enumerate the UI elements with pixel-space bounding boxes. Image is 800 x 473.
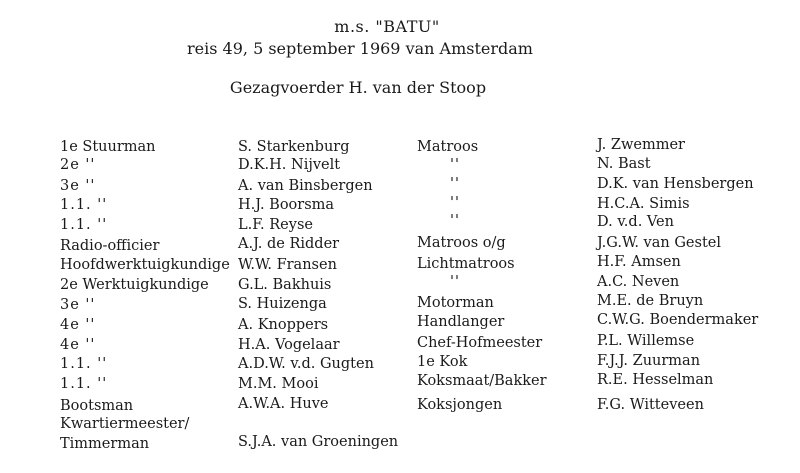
crew-rank: Hoofdwerktuigkundige	[60, 257, 230, 273]
crew-name: S.J.A. van Groeningen	[238, 434, 399, 450]
crew-rank-2: 1e Kok	[417, 354, 468, 370]
crew-rank: 1.1. ''	[60, 356, 108, 372]
crew-name: W.W. Fransen	[238, 257, 337, 273]
crew-name: A. van Binsbergen	[238, 178, 373, 194]
crew-rank-2: ''	[450, 274, 460, 290]
crew-name-2: N. Bast	[597, 156, 651, 172]
crew-name-2: F.G. Witteveen	[597, 397, 704, 413]
crew-rank: 3e ''	[60, 178, 96, 194]
crew-rank: 3e ''	[60, 297, 96, 313]
crew-rank-2: Matroos	[417, 139, 479, 155]
crew-name: H.J. Boorsma	[238, 197, 335, 213]
crew-name-2: M.E. de Bruyn	[597, 293, 704, 309]
crew-rank: 1e Stuurman	[60, 139, 156, 155]
crew-name: A. Knoppers	[238, 317, 329, 333]
crew-rank: 1.1. ''	[60, 217, 108, 233]
crew-name-2: F.J.J. Zuurman	[597, 353, 701, 369]
crew-rank-2: ''	[450, 157, 460, 173]
ship-title: m.s. "BATU"	[334, 17, 440, 36]
crew-rank-2: Koksjongen	[417, 397, 503, 413]
crew-rank: 4e ''	[60, 317, 96, 333]
crew-name: S. Huizenga	[238, 296, 327, 312]
crew-name: M.M. Mooi	[238, 376, 319, 392]
crew-name: L.F. Reyse	[238, 217, 313, 233]
crew-rank: Bootsman	[60, 398, 134, 414]
crew-rank-2: ''	[450, 195, 460, 211]
crew-rank-2: Lichtmatroos	[417, 256, 515, 272]
crew-rank: Kwartiermeester/	[60, 416, 190, 432]
crew-name: D.K.H. Nijvelt	[238, 157, 341, 173]
crew-name: G.L. Bakhuis	[238, 277, 332, 293]
crew-name-2: A.C. Neven	[597, 274, 680, 290]
crew-name-2: J.G.W. van Gestel	[597, 235, 721, 251]
crew-rank-2: Matroos o/g	[417, 235, 506, 251]
crew-name-2: C.W.G. Boendermaker	[597, 312, 759, 328]
crew-name-2: R.E. Hesselman	[597, 372, 714, 388]
crew-name-2: D. v.d. Ven	[597, 214, 674, 230]
crew-name-2: J. Zwemmer	[597, 137, 685, 153]
crew-rank: 1.1. ''	[60, 376, 108, 392]
crew-rank: 4e ''	[60, 337, 96, 353]
crew-rank: 2e Werktuigkundige	[60, 277, 209, 293]
crew-rank-2: ''	[450, 176, 460, 192]
crew-name: A.D.W. v.d. Gugten	[238, 356, 374, 372]
captain-line: Gezagvoerder H. van der Stoop	[229, 78, 487, 97]
crew-name: A.J. de Ridder	[238, 236, 340, 252]
crew-name: H.A. Vogelaar	[238, 337, 340, 353]
crew-name-2: H.F. Amsen	[597, 254, 681, 270]
crew-name-2: D.K. van Hensbergen	[597, 176, 754, 192]
crew-rank: Timmerman	[60, 436, 150, 452]
crew-name: S. Starkenburg	[238, 139, 350, 155]
crew-rank-2: Koksmaat/Bakker	[417, 373, 547, 389]
crew-rank: Radio-officier	[60, 238, 160, 254]
voyage-line: reis 49, 5 september 1969 van Amsterdam	[187, 39, 533, 58]
crew-rank-2: Handlanger	[417, 314, 505, 330]
crew-rank-2: Chef-Hofmeester	[417, 335, 543, 351]
crew-rank-2: Motorman	[417, 295, 494, 311]
crew-name-2: P.L. Willemse	[597, 333, 695, 349]
crew-name-2: H.C.A. Simis	[597, 196, 690, 212]
crew-rank: 2e ''	[60, 157, 96, 173]
crew-rank-2: ''	[450, 213, 460, 229]
crew-name: A.W.A. Huve	[238, 396, 329, 412]
crew-rank: 1.1. ''	[60, 197, 108, 213]
